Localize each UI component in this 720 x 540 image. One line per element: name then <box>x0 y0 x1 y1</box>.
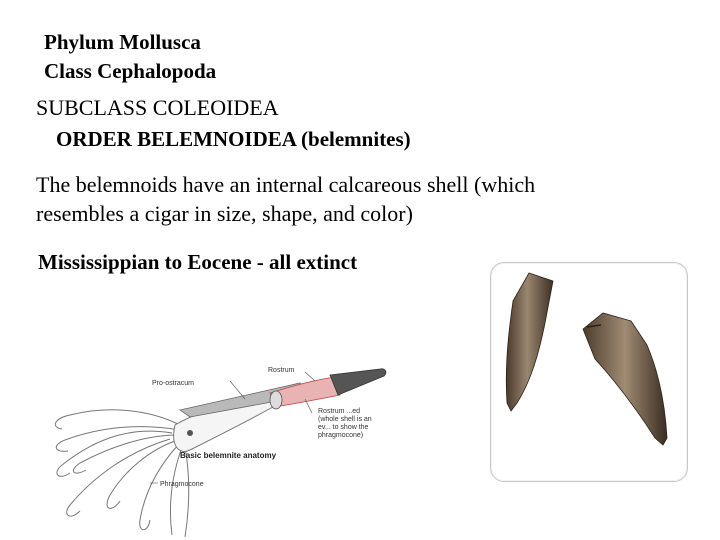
description-line-1: The belemnoids have an internal calcareous shell (which <box>36 172 536 197</box>
belemnite-fossils-photo <box>490 262 688 482</box>
description-line-2: resembles a cigar in size, shape, and color) <box>36 201 413 226</box>
note-line-3: ev... to show the <box>318 424 369 431</box>
subclass-heading: SUBCLASS COLEOIDEA <box>36 95 279 120</box>
rostrum-shape <box>330 369 386 395</box>
tentacles-drawing <box>55 410 188 537</box>
pro-ostracum-label: Pro-ostracum <box>152 380 195 387</box>
geologic-range: Mississippian to Eocene - all extinct <box>38 250 358 274</box>
phragmocone-label: Phragmocone <box>160 481 204 488</box>
rostrum-label: Rostrum <box>268 367 295 374</box>
note-line-1: Rostrum ...ed <box>318 408 361 415</box>
phylum-heading: Phylum Mollusca <box>44 30 201 54</box>
belemnite-anatomy-diagram <box>40 355 440 540</box>
class-heading: Class Cephalopoda <box>44 59 217 83</box>
note-line-2: (whole shell is an <box>318 416 372 423</box>
anatomy-title: Basic belemnite anatomy <box>180 451 277 460</box>
note-line-4: phragmocone) <box>318 432 364 439</box>
fossil-rostrum-2 <box>583 313 667 445</box>
fossil-rostrum-1 <box>506 273 553 411</box>
order-heading: ORDER BELEMNOIDEA (belemnites) <box>56 127 411 151</box>
eye-icon <box>187 430 193 436</box>
